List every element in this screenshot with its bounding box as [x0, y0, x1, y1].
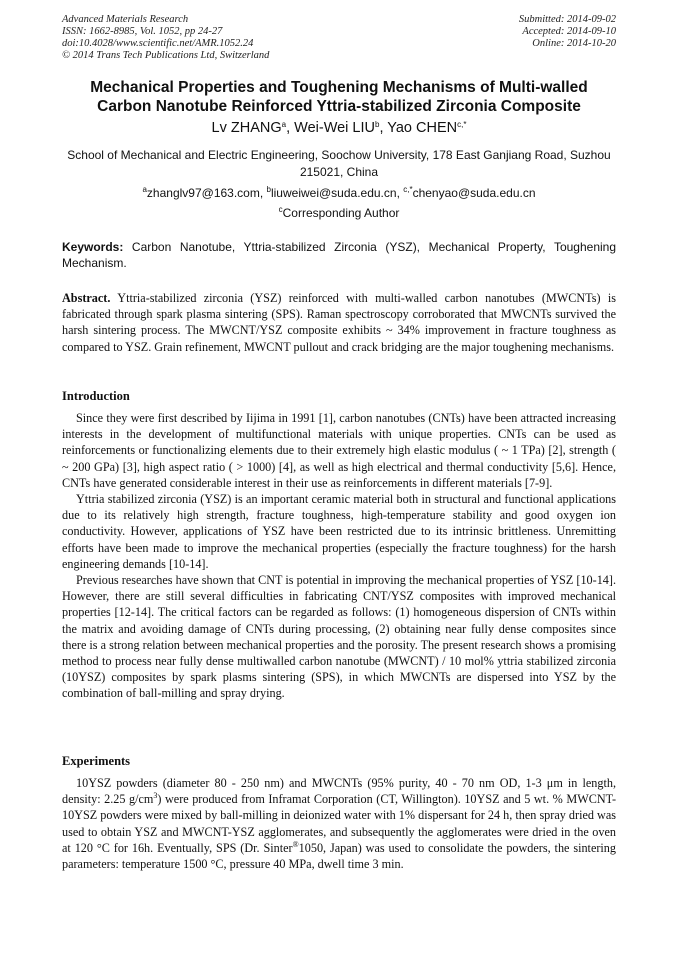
submitted-date: Submitted: 2014-09-02	[518, 14, 616, 25]
email-superscript: c,*	[403, 185, 413, 194]
author-superscript: b	[375, 120, 380, 129]
corresponding-text: Corresponding Author	[282, 206, 400, 220]
email-link[interactable]: zhanglv97@163.com	[146, 186, 260, 200]
paragraph: Since they were first described by Iijima in 1991 [1], carbon nanotubes (CNTs) have been attracted increasing interests in the development of multifunctional materials with unique properties. CNTs can be used as reinforcements or functionalizing elements due to their extremely high elastic modulus ( ~ 1 TPa) [2], strength ( ~ 200 GPa) [3], high aspect ratio ( > 1000) [4], as well as high electrical and thermal conductivity [5,6]. Hence, CNTs have generated considerable interest in their use as reinforcements in different materials [7-9].	[62, 411, 616, 490]
abstract-label: Abstract.	[62, 291, 111, 305]
paragraph: Yttria stabilized zirconia (YSZ) is an important ceramic material both in structural and functional applications due to its relatively high strength, fracture toughness, high-temperature stability and good oxygen ion conductivity. However, applications of YSZ have been restricted due to its intrinsic brittleness. Unremitting efforts have been made to improve the mechanical properties (especially the fracture toughness) for the harsh engineering demands [10-14].	[62, 492, 616, 571]
introduction-heading: Introduction	[62, 389, 130, 403]
paragraph-part: ) were produced from Inframat Corporation (CT, Willington). 10YSZ and 5 wt. % MWCNT-10YSZ powders were mixed by ball-milling in deionized water with 1% dispersant for 24 h, then spray dried was used to obtain YSZ and MWCNT-YSZ agglomerates, and subsequently the agglomerates were dried in the oven at 120 °C for 16h. Eventually, SPS (Dr. Sinter	[62, 792, 617, 855]
paragraph-part: 1050, Japan) was used to consolidate the powders, the sintering parameters: temperature 1500 °C, pressure 40 MPa, dwell time 3 min.	[62, 840, 616, 872]
author-name: Wei-Wei LIU	[294, 120, 375, 136]
title-line-2: Carbon Nanotube Reinforced Yttria-stabilized Zirconia Composite	[97, 98, 581, 115]
abstract	[62, 290, 616, 355]
journal-name: Advanced Materials Research	[62, 14, 189, 25]
title-line-1: Mechanical Properties and Toughening Mechanisms of Multi-walled	[90, 79, 588, 96]
affiliation: School of Mechanical and Electric Engineering, Soochow University, 178 East Ganjiang Road, Suzhou 215021, China	[67, 148, 611, 179]
registered-mark: ®	[292, 839, 299, 849]
email-superscript: a	[142, 185, 147, 194]
corresponding-superscript: c	[278, 205, 283, 214]
email-superscript: b	[266, 185, 271, 194]
journal-info	[62, 14, 269, 62]
paragraph-part: 10YSZ powders (diameter 80 - 250 nm) and MWCNTs (95% purity, 40 - 70 nm OD, 1-3 μm in length, density: 2.25 g/cm	[62, 776, 616, 807]
email-link[interactable]: chenyao@suda.edu.cn	[412, 186, 536, 200]
paragraph: Previous researches have shown that CNT is potential in improving the mechanical properties of YSZ [10-14]. However, there are still several difficulties in fabricating CNT/YSZ composites with improved mechanical properties [12-14]. The critical factors can be regarded as follows: (1) homogeneous dispersion of CNTs within the matrix and avoiding damage of CNTs during processing, (2) obtaining near fully dense composites since there is a strong relation between mechanical properties and the porosity. The present research shows a promising method to process near fully dense multiwalled carbon nanotube (MWCNT) / 10 mol% yttria stabilized zirconia (10YSZ) composites by spark plasms sintering (SPS), in which MWCNTs are dispersed into YSZ by the combination of ball-milling and spray drying.	[62, 573, 616, 701]
online-date: Online: 2014-10-20	[532, 38, 616, 49]
doi-line: doi:10.4028/www.scientific.net/AMR.1052.24	[62, 38, 254, 49]
density-exponent: 3	[153, 791, 158, 801]
author-emails: $^a$zhanglv97@163.com, $^b$liuweiwei@suda.edu.cn, $^{c,*}$chenyao@suda.edu.cn	[142, 185, 536, 200]
author-name: Yao CHEN	[387, 120, 458, 136]
experiments-body	[62, 775, 616, 872]
copyright-line: © 2014 Trans Tech Publications Ltd, Switzerland	[62, 50, 270, 61]
abstract-text: Yttria-stabilized zirconia (YSZ) reinforced with multi-walled carbon nanotubes (MWCNTs) is fabricated through spark plasma sintering (SPS). Raman spectroscopy corroborated that MWCNTs survived the harsh sintering process. The MWCNT/YSZ composite exhibits ~ 34% improvement in fracture toughness as compared to YSZ. Grain refinement, MWCNT pullout and crack bridging are the major toughening mechanisms.	[62, 291, 616, 354]
keywords-label: Keywords:	[62, 240, 124, 254]
issn-line: ISSN: 1662-8985, Vol. 1052, pp 24-27	[62, 26, 223, 37]
author-list: Lv ZHANG$^a$, Wei-Wei LIU$^b$, Yao $CHEN^{c,*}$	[211, 120, 467, 136]
keywords-text: Carbon Nanotube, Yttria-stabilized Zirconia (YSZ), Mechanical Property, Toughening Mechanism.	[62, 240, 617, 270]
introduction-body	[62, 410, 616, 702]
accepted-date: Accepted: 2014-09-10	[522, 26, 616, 37]
paper-title	[62, 78, 616, 116]
author-name: Lv ZHANG	[211, 120, 282, 136]
publication-dates	[519, 14, 616, 50]
experiments-heading: Experiments	[62, 754, 131, 768]
email-link[interactable]: liuweiwei@suda.edu.cn	[270, 186, 397, 200]
corresponding-author-note	[62, 205, 616, 222]
paragraph	[62, 775, 616, 872]
author-superscript: a	[281, 120, 287, 129]
keywords	[62, 239, 616, 271]
author-superscript: c,*	[457, 120, 467, 129]
